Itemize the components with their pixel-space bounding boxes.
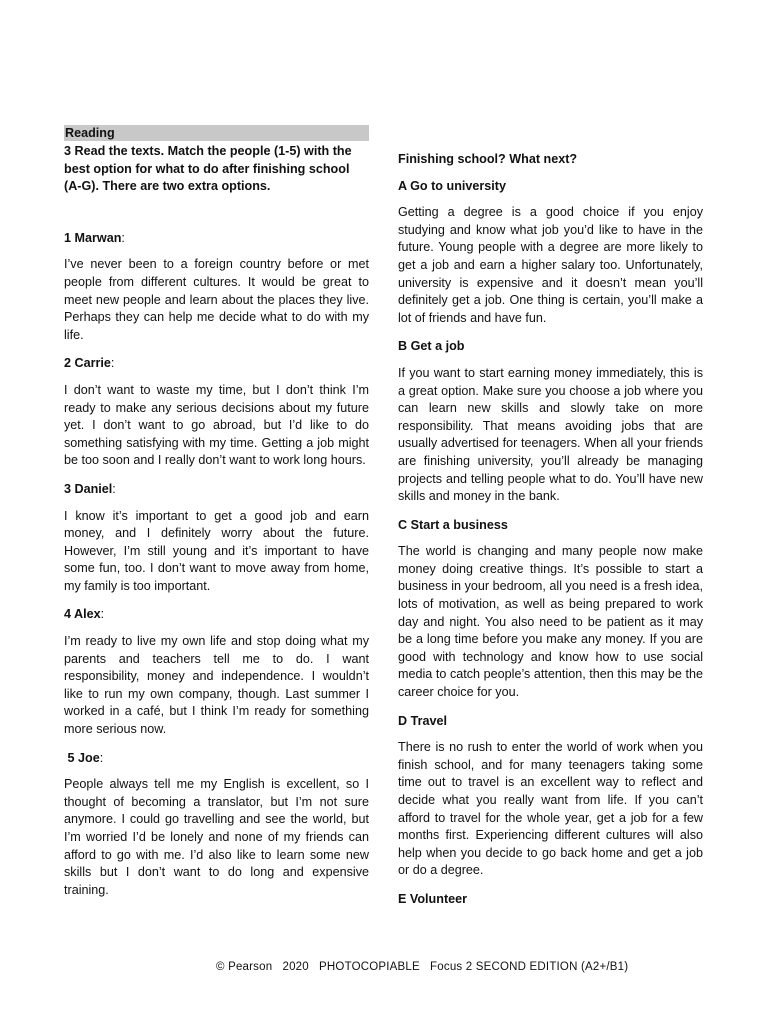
- right-column: [398, 151, 703, 918]
- person-text: I’m ready to live my own life and stop doing what my parents and teachers tell me to do. I want responsibility, money and independence. I wouldn’t like to run my own company, though. Last summer I worked in a café, but I think I’m ready for something more serious now.: [64, 634, 369, 737]
- person-text: I don’t want to waste my time, but I don’t think I’m ready to make any serious decisions about my future yet. I don’t want to go abroad, but I’d like to do something satisfying with my time. Getting a job might be too soon and I really don’t want to work long hours.: [64, 382, 369, 468]
- person-name: 4 Alex:: [64, 607, 105, 622]
- person-text: I’ve never been to a foreign country before or met people from different cultures. It would be great to meet new people and learn about the places they live. Perhaps they can help me decide what to do with my life.: [64, 257, 369, 342]
- task-instruction: 3 Read the texts. Match the people (1-5) with the best option for what to do after finishing school (A-G). There are two extra options.: [64, 144, 352, 194]
- copyright-footer: © Pearson 2020 PHOTOCOPIABLE Focus 2 SECOND EDITION (A2+/B1): [216, 961, 629, 973]
- option-text: Getting a degree is a good choice if you enjoy studying and know what job you’d like to have in the future. Young people with a degree are more likely to get a job and earn a higher salary too. Unfortunately, university is expensive and it doesn’t mean you’ll definitely get a job. One thing is certain, you’ll make a lot of friends and have fun.: [398, 205, 703, 325]
- option-text: If you want to start earning money immediately, this is a great option. Make sure you choose a job where you can learn new skills and slowly take on more responsibility. That means avoiding jobs that are usually advertised for teenagers. When all your friends are finishing university, you’ll already be managing projects and telling people what to do. You’ll have new skills and money in the bank.: [398, 365, 703, 504]
- person-name: 5 Joe:: [67, 750, 104, 765]
- person-name: 1 Marwan:: [64, 230, 125, 245]
- option-heading: D Travel: [398, 713, 448, 728]
- option-text: There is no rush to enter the world of work when you finish school, and for many teenagers taking some time out to travel is an excellent way to reflect and decide what you really want from life. If you can’t afford to travel for the whole year, get a job for a few months first. Experiencing different cultures will also help when you decide to go back home and get a job or do a degree.: [398, 740, 703, 878]
- option-heading: A Go to university: [398, 178, 506, 193]
- option-heading: B Get a job: [398, 339, 465, 354]
- option-text: The world is changing and many people now make money doing creative things. It’s possible to start a business in your bedroom, all you need is a fresh idea, lots of motivation, as well as being prepared to work day and night. You also need to be patient as it may be a long time before you make any money. If you are good with technology and know how to use social media to catch people’s attention, then this may be the career choice for you.: [398, 544, 703, 700]
- left-column: [64, 125, 369, 910]
- person-text: People always tell me my English is excellent, so I thought of becoming a translator, but I’m not sure anymore. I could go travelling and see the world, but I’m worried I’d be lonely and none of my friends can afford to go with me. I’d also like to learn some new skills but I don’t want to do long and expensive training.: [64, 777, 369, 897]
- person-name: 3 Daniel:: [64, 481, 116, 496]
- person-name: 2 Carrie:: [64, 356, 115, 371]
- option-heading: E Volunteer: [398, 891, 468, 906]
- section-label: Reading: [64, 125, 369, 141]
- article-title: Finishing school? What next?: [398, 152, 578, 166]
- option-heading: C Start a business: [398, 517, 508, 532]
- person-text: I know it’s important to get a good job and earn money, and I definitely worry about the future. However, I’m still young and it’s important to have some fun, too. I don’t want to move away from home, my family is too important.: [64, 508, 369, 593]
